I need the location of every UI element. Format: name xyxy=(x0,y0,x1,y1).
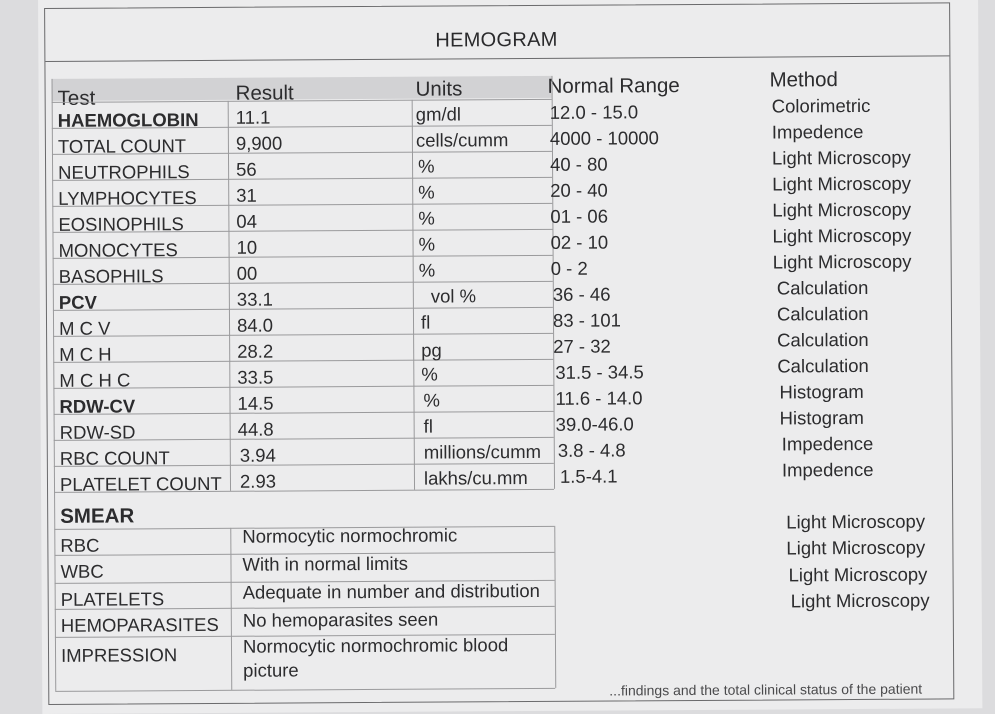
test-range: 40 - 80 xyxy=(549,153,608,175)
test-result: 14.5 xyxy=(237,392,274,414)
test-name: RBC COUNT xyxy=(59,447,170,469)
test-range: 27 - 32 xyxy=(553,335,611,357)
test-result: 31 xyxy=(236,184,257,206)
test-result: 84.0 xyxy=(236,314,274,336)
test-range: 11.6 - 14.0 xyxy=(555,387,643,409)
test-name: M C H xyxy=(59,343,112,365)
test-range: 83 - 101 xyxy=(552,309,621,331)
test-range: 1.5-4.1 xyxy=(559,465,618,487)
test-method: Colorimetric xyxy=(771,94,871,117)
test-unit: fl xyxy=(423,415,433,437)
smear-test: PLATELETS xyxy=(60,588,165,610)
smear-result: Normocytic normochromic xyxy=(242,524,458,547)
test-name: NEUTROPHILS xyxy=(58,161,190,183)
test-unit: cells/cumm xyxy=(415,129,509,151)
test-range: 36 - 46 xyxy=(552,283,611,305)
test-name: PLATELET COUNT xyxy=(59,472,222,495)
test-unit: % xyxy=(417,155,435,177)
test-name: PCV xyxy=(58,291,97,313)
test-unit: pg xyxy=(421,339,442,361)
test-method: Impedence xyxy=(781,458,874,481)
smear-method: Light Microscopy xyxy=(786,510,926,533)
col-header-test: Test xyxy=(57,86,96,110)
test-range: 12.0 - 15.0 xyxy=(549,101,639,123)
test-name: LYMPHOCYTES xyxy=(58,187,197,209)
test-unit: % xyxy=(423,389,441,411)
test-range: 20 - 40 xyxy=(550,179,608,201)
test-name: TOTAL COUNT xyxy=(57,135,187,157)
grid-line xyxy=(55,688,555,692)
grid-line xyxy=(52,79,57,691)
col-header-range: Normal Range xyxy=(547,74,680,98)
test-result: 3.94 xyxy=(239,444,276,466)
test-method: Calculation xyxy=(776,276,869,299)
test-range: 02 - 10 xyxy=(550,231,609,253)
footer-note: ...findings and the total clinical status of the patient xyxy=(609,680,923,699)
report-title: HEMOGRAM xyxy=(435,28,558,52)
grid-line xyxy=(53,307,553,311)
smear-method: Light Microscopy xyxy=(788,563,928,586)
test-range: 3.8 - 4.8 xyxy=(557,439,626,461)
test-name: BASOPHILS xyxy=(58,265,164,287)
test-name: M C V xyxy=(58,317,111,339)
test-result: 28.2 xyxy=(237,340,274,362)
test-method: Light Microscopy xyxy=(772,198,912,221)
test-unit: fl xyxy=(420,311,431,333)
test-result: 33.5 xyxy=(237,366,274,388)
title-bar xyxy=(45,3,949,62)
test-method: Light Microscopy xyxy=(772,250,912,273)
test-range: 01 - 06 xyxy=(550,205,609,227)
smear-result: With in normal limits xyxy=(242,552,409,575)
test-result: 00 xyxy=(236,262,258,284)
test-result: 9,900 xyxy=(235,132,283,154)
grid-line xyxy=(412,100,415,490)
test-name: MONOCYTES xyxy=(58,239,178,261)
test-result: 56 xyxy=(236,158,257,180)
test-method: Calculation xyxy=(776,302,869,325)
smear-result: No hemoparasites seen xyxy=(242,608,439,631)
smear-test: RBC xyxy=(60,534,100,556)
test-result: 11.1 xyxy=(235,106,271,128)
test-name: M C H C xyxy=(59,369,131,391)
test-method: Light Microscopy xyxy=(771,146,911,169)
test-method: Impedence xyxy=(771,120,864,143)
test-unit: % xyxy=(418,181,435,203)
smear-result: Adequate in number and distribution xyxy=(242,579,540,603)
test-result: 33.1 xyxy=(236,288,273,310)
smear-test: HEMOPARASITES xyxy=(60,613,219,636)
test-method: Histogram xyxy=(779,406,864,429)
test-result: 10 xyxy=(236,236,258,258)
test-unit: millions/cumm xyxy=(423,440,542,463)
test-name: RDW-CV xyxy=(59,395,136,417)
grid-line xyxy=(53,333,553,337)
grid-line xyxy=(228,101,231,491)
test-unit: % xyxy=(421,363,438,385)
test-result: 04 xyxy=(236,210,258,232)
smear-result-continued: picture xyxy=(243,659,299,681)
test-unit: vol % xyxy=(430,285,477,307)
test-name: HAEMOGLOBIN xyxy=(57,109,199,131)
test-method: Light Microscopy xyxy=(772,224,912,247)
test-range: 4000 - 10000 xyxy=(549,127,660,149)
smear-method: Light Microscopy xyxy=(786,536,926,559)
test-range: 0 - 2 xyxy=(550,257,588,279)
test-unit: % xyxy=(418,207,435,229)
test-unit: lakhs/cu.mm xyxy=(423,467,528,489)
test-name: RDW-SD xyxy=(59,421,136,443)
smear-heading: SMEAR xyxy=(60,504,135,528)
smear-method: Light Microscopy xyxy=(790,589,930,612)
col-header-units: Units xyxy=(415,77,463,101)
test-unit: % xyxy=(418,259,436,281)
test-range: 39.0-46.0 xyxy=(555,413,634,435)
test-method: Calculation xyxy=(777,354,869,377)
test-method: Histogram xyxy=(779,380,864,403)
col-header-result: Result xyxy=(235,81,294,105)
col-header-method: Method xyxy=(769,68,838,92)
test-method: Impedence xyxy=(781,432,874,455)
test-name: EOSINOPHILS xyxy=(58,213,184,235)
smear-test: WBC xyxy=(60,560,104,582)
report-sheet xyxy=(38,0,982,714)
test-unit: % xyxy=(418,233,436,255)
test-result: 2.93 xyxy=(239,470,277,492)
test-method: Light Microscopy xyxy=(772,172,912,195)
report-frame xyxy=(44,2,954,705)
smear-test: IMPRESSION xyxy=(60,644,178,666)
grid-line xyxy=(53,359,553,363)
test-method: Calculation xyxy=(777,328,869,351)
test-unit: gm/dl xyxy=(415,103,462,125)
header-shade xyxy=(52,76,552,101)
smear-result: Normocytic normochromic blood xyxy=(242,634,509,657)
test-range: 31.5 - 34.5 xyxy=(555,361,644,383)
test-result: 44.8 xyxy=(237,418,274,440)
